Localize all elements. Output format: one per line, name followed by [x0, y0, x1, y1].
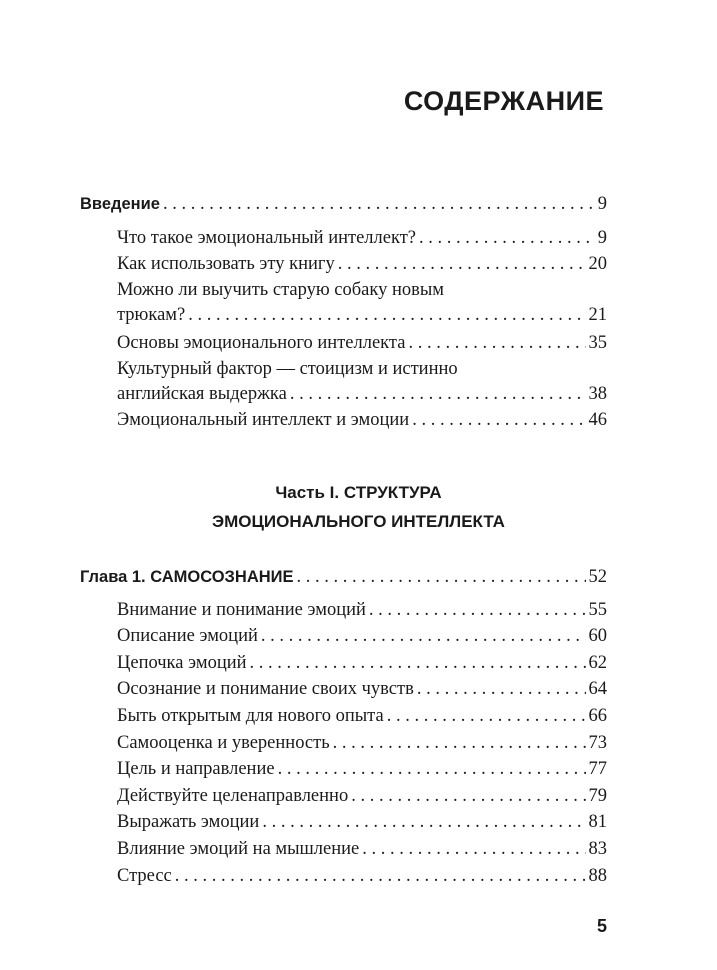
toc-page-number: 35 — [588, 333, 607, 353]
toc-page-number: 64 — [588, 679, 607, 699]
toc-heading-introduction[interactable] — [80, 193, 607, 215]
part-heading-line2: ЭМОЦИОНАЛЬНОГО ИНТЕЛЛЕКТА — [212, 512, 505, 531]
toc-entry[interactable] — [117, 758, 607, 780]
dot-leader — [338, 253, 586, 275]
dot-leader — [408, 332, 585, 354]
toc-page-number: 46 — [588, 410, 607, 430]
toc-entry-label: Осознание и понимание своих чувств — [117, 679, 414, 699]
toc-entry[interactable] — [117, 785, 607, 807]
toc-entry[interactable] — [117, 332, 607, 354]
toc-entry[interactable] — [117, 383, 607, 405]
toc-entry-label: Основы эмоционального интеллекта — [117, 333, 406, 353]
toc-page-number: 9 — [597, 194, 607, 214]
toc-entry[interactable] — [117, 705, 607, 727]
dot-leader — [412, 409, 585, 431]
toc-entry[interactable] — [117, 227, 607, 249]
toc-page-number: 20 — [588, 254, 607, 274]
toc-entry[interactable] — [117, 253, 607, 275]
toc-entry[interactable] — [117, 409, 607, 431]
toc-entry-label: Эмоциональный интеллект и эмоции — [117, 410, 410, 430]
dot-leader — [290, 383, 586, 405]
toc-page-number: 77 — [588, 759, 607, 779]
toc-entry[interactable] — [117, 652, 607, 674]
dot-leader — [297, 566, 586, 588]
toc-heading-label: Глава 1. САМОСОЗНАНИЕ — [80, 568, 294, 586]
dot-leader — [362, 838, 585, 860]
page-title: СОДЕРЖАНИЕ — [403, 86, 604, 116]
toc-page-number: 88 — [588, 866, 607, 886]
toc-page-number: 79 — [588, 786, 607, 806]
toc-entry-label-line1[interactable]: Можно ли выучить старую собаку новым — [117, 280, 445, 300]
dot-leader — [419, 227, 595, 249]
toc-entry-label: Выражать эмоции — [117, 812, 260, 832]
toc-entry[interactable] — [117, 599, 607, 621]
toc-entry-label-line1[interactable]: Культурный фактор — стоицизм и истинно — [117, 359, 458, 379]
dot-leader — [262, 811, 585, 833]
toc-page-number: 60 — [588, 626, 607, 646]
toc-entry-label: Что такое эмоциональный интеллект? — [117, 228, 417, 248]
part-heading-line1: Часть I. СТРУКТУРА — [275, 483, 442, 502]
toc-entry-label: Как использовать эту книгу — [117, 254, 335, 274]
dot-leader — [188, 304, 585, 326]
dot-leader — [163, 193, 595, 215]
toc-entry-label: Влияние эмоций на мышление — [117, 839, 360, 859]
toc-page-number: 52 — [588, 567, 607, 587]
dot-leader — [250, 652, 586, 674]
dot-leader — [369, 599, 586, 621]
toc-entry[interactable] — [117, 865, 607, 887]
toc-page-number: 21 — [588, 305, 607, 325]
toc-page-number: 9 — [597, 228, 607, 248]
dot-leader — [387, 705, 586, 727]
page-number: 5 — [596, 916, 607, 936]
toc-page-number: 73 — [588, 733, 607, 753]
toc-entry-label: Стресс — [117, 866, 172, 886]
toc-entry-label: Цепочка эмоций — [117, 653, 247, 673]
toc-entry-label-line2: английская выдержка — [117, 384, 287, 404]
toc-page-number: 83 — [588, 839, 607, 859]
toc-entry[interactable] — [117, 678, 607, 700]
toc-entry[interactable] — [117, 811, 607, 833]
toc-entry-label: Цель и направление — [117, 759, 275, 779]
toc-heading-label: Введение — [80, 195, 160, 213]
toc-page-number: 81 — [588, 812, 607, 832]
dot-leader — [261, 625, 586, 647]
toc-entry[interactable] — [117, 732, 607, 754]
dot-leader — [351, 785, 585, 807]
toc-entry-label-line2: трюкам? — [117, 305, 186, 325]
toc-entry-label: Быть открытым для нового опыта — [117, 706, 384, 726]
toc-heading-chapter-1[interactable] — [80, 566, 607, 588]
toc-entry[interactable] — [117, 625, 607, 647]
toc-page-number: 66 — [588, 706, 607, 726]
toc-page-number: 62 — [588, 653, 607, 673]
toc-entry[interactable] — [117, 838, 607, 860]
toc-entry-label: Действуйте целенаправленно — [117, 786, 349, 806]
dot-leader — [333, 732, 586, 754]
toc-entry-label: Внимание и понимание эмоций — [117, 600, 366, 620]
dot-leader — [417, 678, 586, 700]
dot-leader — [175, 865, 586, 887]
dot-leader — [278, 758, 586, 780]
toc-page-number: 38 — [588, 384, 607, 404]
toc-entry[interactable] — [117, 304, 607, 326]
toc-entry-label: Описание эмоций — [117, 626, 258, 646]
toc-entry-label: Самооценка и уверенность — [117, 733, 330, 753]
toc-page-number: 55 — [588, 600, 607, 620]
